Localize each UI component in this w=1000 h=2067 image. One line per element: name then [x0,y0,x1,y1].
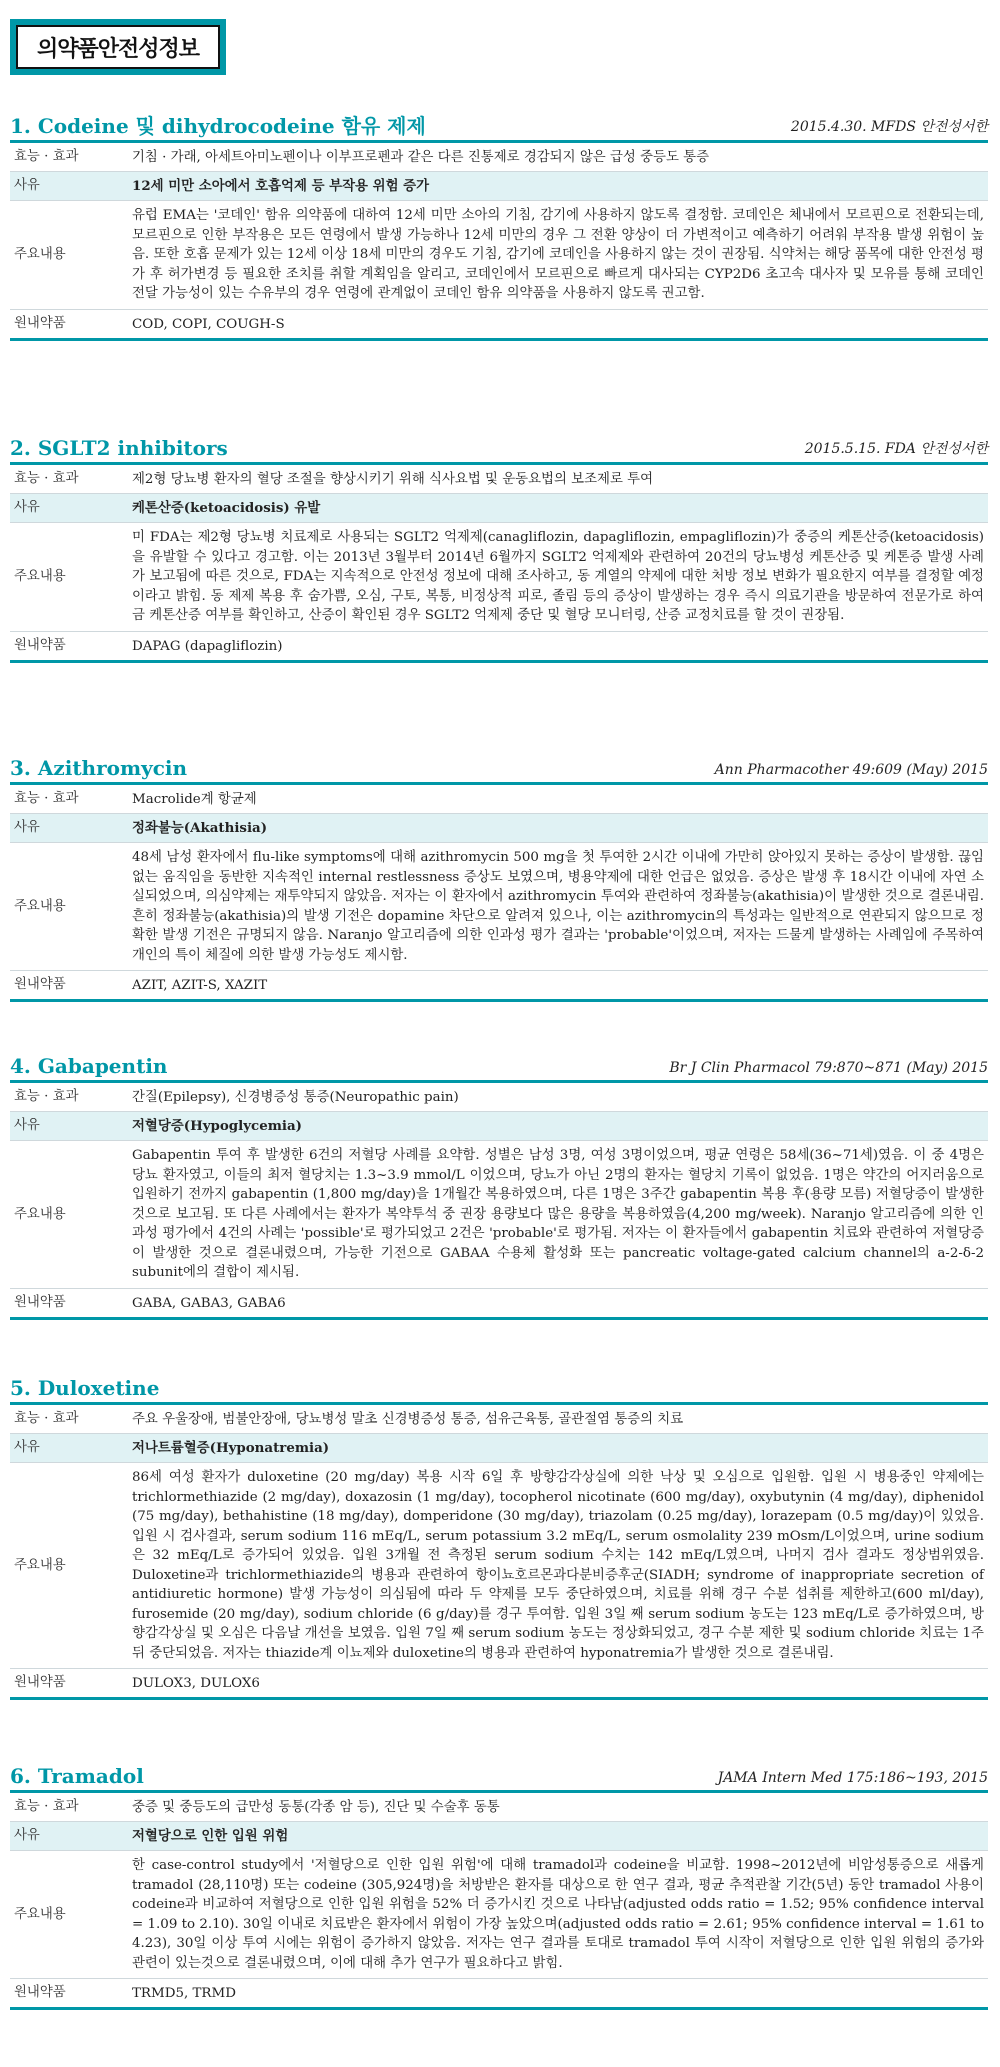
effect-value: Macrolide계 항균제 [132,792,257,807]
content-value: 미 FDA는 제2형 당뇨병 치료제로 사용되는 SGLT2 억제제(canagliflozin, dapagliflozin, empagliflozin)가 중증의 케톤산증(ketoacidosis)을 유발할 수 있다고 경고함. 이는 2013년 3월부터 2014년 6월까지 SGLT2 억제제와 관련하여 20건의 당뇨병성 케톤산증 및 케톤증 발생 사례가 보고됨에 따른 것으로, FDA는 지속적으로 안전성 정보에 대해 조사하고, 동 계열의 약제에 대한 처방 정보 변화가 필요한지 여부를 결정할 예정이라고 밝힘. 동 제제 복용 후 숨가쁨, 오심, 구토, 복통, 비정상적 피로, 졸림 등의 증상이 발생하는 경우 즉시 의료기관을 방문하여 전문가로 하여금 케톤산증 여부를 확인하고, 산증이 확인된 경우 SGLT2 억제제 중단 및 혈당 모니터링, 산증 교정치료를 할 것이 권장됨. [132,530,984,623]
effect-value: 기침 · 가래, 아세트아미노펜이나 이부프로펜과 같은 다른 진통제로 경감되지 않은 급성 중등도 통증 [132,150,710,165]
products-label: 원내약품 [14,637,66,653]
section-gabapentin [10,1050,988,1320]
reason-label: 사유 [14,820,40,836]
reason-value: 케톤산증(ketoacidosis) 유발 [132,500,321,516]
products-row [10,310,988,341]
reason-value: 정좌불능(Akathisia) [132,820,268,836]
effect-row [10,465,988,494]
reason-row [10,1434,988,1463]
effect-label: 효능 · 효과 [14,471,79,487]
section-codeine [10,110,988,341]
effect-value: 제2형 당뇨병 환자의 혈당 조절을 향상시키기 위해 식사요법 및 운동요법의 보조제로 투여 [132,472,654,487]
reason-value: 저나트륨혈증(Hyponatremia) [132,1440,330,1456]
content-label: 주요내용 [14,1206,66,1222]
content-row [10,1463,988,1669]
products-label: 원내약품 [14,1675,66,1691]
products-label: 원내약품 [14,315,66,331]
section-header [10,752,988,785]
content-value: Gabapentin 투여 후 발생한 6건의 저혈당 사례를 요약함. 성별은 남성 3명, 여성 3명이었으며, 평균 연령은 58세(36~71세)였음. 이 중 4명은 당뇨 환자였고, 이들의 최저 혈당치는 1.3~3.9 mmol/L 이었으며, 당뇨가 아닌 2명의 환자는 혈당치 기록이 없었음. 1명은 약간의 어지러움으로 입원하기 전까지 gabapentin (1,800 mg/day)을 1개월간 복용하였으며, 다른 1명은 3주간 gabapentin 복용 후(용량 모름) 저혈당증이 발생한 것으로 보고됨. 또 다른 사례에서는 환자가 복약투석 중 권장 용량보다 많은 용량을 복용하였음(4,200 mg/week). Naranjo 알고리즘에 의한 인과성 평가에서 4건의 사례는 'possible'로 평가되었고 2건은 'probable'로 평가됨. 저자는 이 환자들에서 gabapentin 치료와 관련하여 저혈당증이 발생한 것으로 결론내렸으며, 가능한 기전으로 GABAA 수용체 활성화 또는 pancreatic voltage-gated calcium channel의 a-2-δ-2 subunit에의 결합이 제시됨. [132,1148,984,1280]
reason-row [10,814,988,843]
effect-row [10,1405,988,1434]
section-sglt2 [10,432,988,663]
section-header [10,1372,988,1405]
section-header [10,110,988,143]
effect-row [10,785,988,814]
content-label: 주요내용 [14,898,66,914]
reason-row [10,1822,988,1851]
reason-label: 사유 [14,1440,40,1456]
content-row [10,1851,988,1979]
section-title: 4. Gabapentin [10,1054,168,1078]
content-label: 주요내용 [14,1906,66,1922]
products-row [10,1289,988,1320]
reason-label: 사유 [14,500,40,516]
content-value: 한 case-control study에서 '저혈당으로 인한 입원 위험'에 대해 tramadol과 codeine을 비교함. 1998~2012년에 비암성통증으로 새롭게 tramadol (28,110명) 또는 codeine (305,924명)을 처방받은 환자를 대상으로 한 연구 결과, 평균 추적관찰 기간(5년) 동안 tramadol 사용이 codeine과 비교하여 저혈당으로 인한 입원 위험을 52% 더 증가시킨 것으로 나타남(adjusted odds ratio = 1.52; 95% confidence interval = 1.09 to 2.10). 30일 이내로 치료받은 환자에서 위험이 가장 높았으며(adjusted odds ratio = 2.61; 95% confidence interval = 1.61 to 4.23), 30일 이상 투여 시에는 위험이 증가하지 않았음. 저자는 연구 결과를 토대로 tramadol 투여 시작이 저혈당으로 인한 입원 위험의 증가와 관련이 있는것으로 결론내렸으며, 이에 대해 추가 연구가 필요하다고 밝힘. [132,1858,984,1971]
content-row [10,201,988,310]
effect-label: 효능 · 효과 [14,791,79,807]
products-value: AZIT, AZIT-S, XAZIT [132,978,268,993]
products-row [10,1669,988,1700]
products-value: COD, COPI, COUGH-S [132,316,285,332]
products-row [10,1979,988,2010]
effect-row [10,1793,988,1822]
page-title: 의약품안전성정보 [16,25,220,69]
content-row [10,523,988,632]
products-value: TRMD5, TRMD [132,1986,236,2001]
reason-label: 사유 [14,178,40,194]
section-source: Ann Pharmacother 49:609 (May) 2015 [714,762,988,778]
content-label: 주요내용 [14,1557,66,1573]
products-row [10,632,988,663]
section-title: 5. Duloxetine [10,1376,160,1400]
reason-row [10,1112,988,1141]
content-value: 86세 여성 환자가 duloxetine (20 mg/day) 복용 시작 6일 후 방향감각상실에 의한 낙상 및 오심으로 입원함. 입원 시 병용중인 약제에는 trichlormethiazide (2 mg/day), doxazosin (1 mg/day), tocopherol nicotinate (600 mg/day), oxybutynin (4 mg/day), diphenidol (75 mg/day), bethahistine (18 mg/day), domperidone (30 mg/day), triazolam (0.25 mg/day), lorazepam (0.5 mg/day)이 있었음. 입원 시 검사결과, serum sodium 116 mEq/L, serum potassium 3.2 mEq/L, serum osmolality 239 mOsm/L이었으며, urine sodium은 32 mEq/L로 증가되어 있었음. 입원 3개월 전 측정된 serum sodium 수치는 142 mEq/L였으며, 나머지 검사 결과도 정상범위였음. Duloxetine과 trichlormethiazide의 병용과 관련하여 항이뇨호르몬과다분비증후군(SIADH; syndrome of inappropriate secretion of antidiuretic hormone) 발생 가능성이 의심됨에 따라 두 약제를 모두 중단하였으며, 치료를 위해 경구 수분 섭취를 제한하고(600 ml/day), furosemide (20 mg/day), sodium chloride (6 g/day)를 경구 투여함. 입원 3일 째 serum sodium 농도는 123 mEq/L로 증가하였으며, 방향감각상실 및 오심은 다음날 개선을 보였음. 입원 7일 째 serum sodium 농도는 정상화되었고, 경구 수분 제한 및 sodium chloride 치료는 1주 뒤 중단되었음. 저자는 thiazide계 이뇨제와 duloxetine의 병용과 관련하여 hyponatremia가 발생한 것으로 결론내림. [132,1470,984,1661]
effect-label: 효능 · 효과 [14,1411,79,1427]
reason-value: 저혈당증(Hypoglycemia) [132,1118,302,1134]
content-label: 주요내용 [14,247,66,262]
effect-label: 효능 · 효과 [14,1089,79,1105]
reason-label: 사유 [14,1118,40,1134]
content-row [10,1141,988,1289]
content-row [10,843,988,971]
effect-label: 효능 · 효과 [14,149,79,165]
section-title: 3. Azithromycin [10,756,188,780]
section-header [10,432,988,465]
content-value: 유럽 EMA는 '코데인' 함유 의약품에 대하여 12세 미만 소아의 기침, 감기에 사용하지 않도록 결정함. 코데인은 체내에서 모르핀으로 전환되는데, 모르핀으로 인한 부작용은 모든 연령에서 발생 가능하나 12세 미만의 경우 그 전환 양상이 더 가변적이고 예측하기 어려워 부작용 발생 위험이 높음. 또한 호흡 문제가 있는 12세 이상 18세 미만의 경우도 기침, 감기에 코데인을 사용하지 않는 것이 권장됨. 식약처는 해당 품목에 대한 안전성 평가 후 허가변경 등 필요한 조치를 취할 계획임을 알리고, 코데인에서 모르핀으로 빠르게 대사되는 CYP2D6 초고속 대사자 및 모유를 통해 코데인 전달 가능성이 있는 수유부의 경우 연령에 관계없이 코데인 함유 의약품을 사용하지 않도록 권고함. [132,208,984,301]
page-title-box [10,19,230,79]
section-azithromycin [10,752,988,1002]
reason-value: 12세 미만 소아에서 호흡억제 등 부작용 위험 증가 [132,178,430,194]
section-header [10,1760,988,1793]
products-value: DAPAG (dapagliflozin) [132,638,283,654]
products-label: 원내약품 [14,1985,66,2001]
section-source: 2015.4.30. MFDS 안전성서한 [790,119,988,135]
content-label: 주요내용 [14,569,66,584]
products-label: 원내약품 [14,1294,66,1310]
products-label: 원내약품 [14,977,66,993]
products-value: DULOX3, DULOX6 [132,1676,260,1691]
section-tramadol [10,1760,988,2010]
effect-value: 중증 및 중등도의 급만성 동통(각종 암 등), 진단 및 수술후 동통 [132,1800,500,1815]
section-duloxetine [10,1372,988,1700]
effect-label: 효능 · 효과 [14,1799,79,1815]
reason-value: 저혈당으로 인한 입원 위험 [132,1828,289,1844]
reason-label: 사유 [14,1828,40,1844]
section-source: 2015.5.15. FDA 안전성서한 [804,441,988,457]
title-frame [10,19,226,75]
effect-value: 주요 우울장애, 범불안장애, 당뇨병성 말초 신경병증성 통증, 섬유근육통, 골관절염 통증의 치료 [132,1412,684,1427]
products-value: GABA, GABA3, GABA6 [132,1295,286,1311]
reason-row [10,494,988,523]
section-title: 1. Codeine 및 dihydrocodeine 함유 제제 [10,114,426,138]
section-title: 6. Tramadol [10,1764,144,1788]
reason-row [10,172,988,201]
effect-value: 간질(Epilepsy), 신경병증성 통증(Neuropathic pain) [132,1090,459,1105]
section-source: Br J Clin Pharmacol 79:870~871 (May) 2015 [669,1060,988,1076]
effect-row [10,1083,988,1112]
section-header [10,1050,988,1083]
section-title: 2. SGLT2 inhibitors [10,436,228,460]
products-row [10,971,988,1002]
content-value: 48세 남성 환자에서 flu-like symptoms에 대해 azithromycin 500 mg을 첫 투여한 2시간 이내에 가만히 앉아있지 못하는 증상이 발생함. 끊임없는 움직임을 동반한 지속적인 internal restlessness 증상도 보였으며, 병용약제에 대한 언급은 없었음. 증상은 발생 후 18시간 이내에 자연 소실되었으며, 의심약제는 재투약되지 않았음. 저자는 이 환자에서 azithromycin 투여와 관련하여 정좌불능(akathisia)이 발생한 것으로 결론내림. 흔히 정좌불능(akathisia)의 발생 기전은 dopamine 차단으로 알려져 있으나, 이는 azithromycin의 특성과는 일반적으로 연관되지 않으므로 정확한 발생 기전은 규명되지 않음. Naranjo 알고리즘에 의한 인과성 평가 결과는 'probable'이었으며, 저자는 드물게 발생하는 사례임에 주목하여 개인의 특이 체질에 의한 발생 가능성도 제시함. [132,850,984,963]
effect-row [10,143,988,172]
section-source: JAMA Intern Med 175:186~193, 2015 [717,1770,988,1786]
